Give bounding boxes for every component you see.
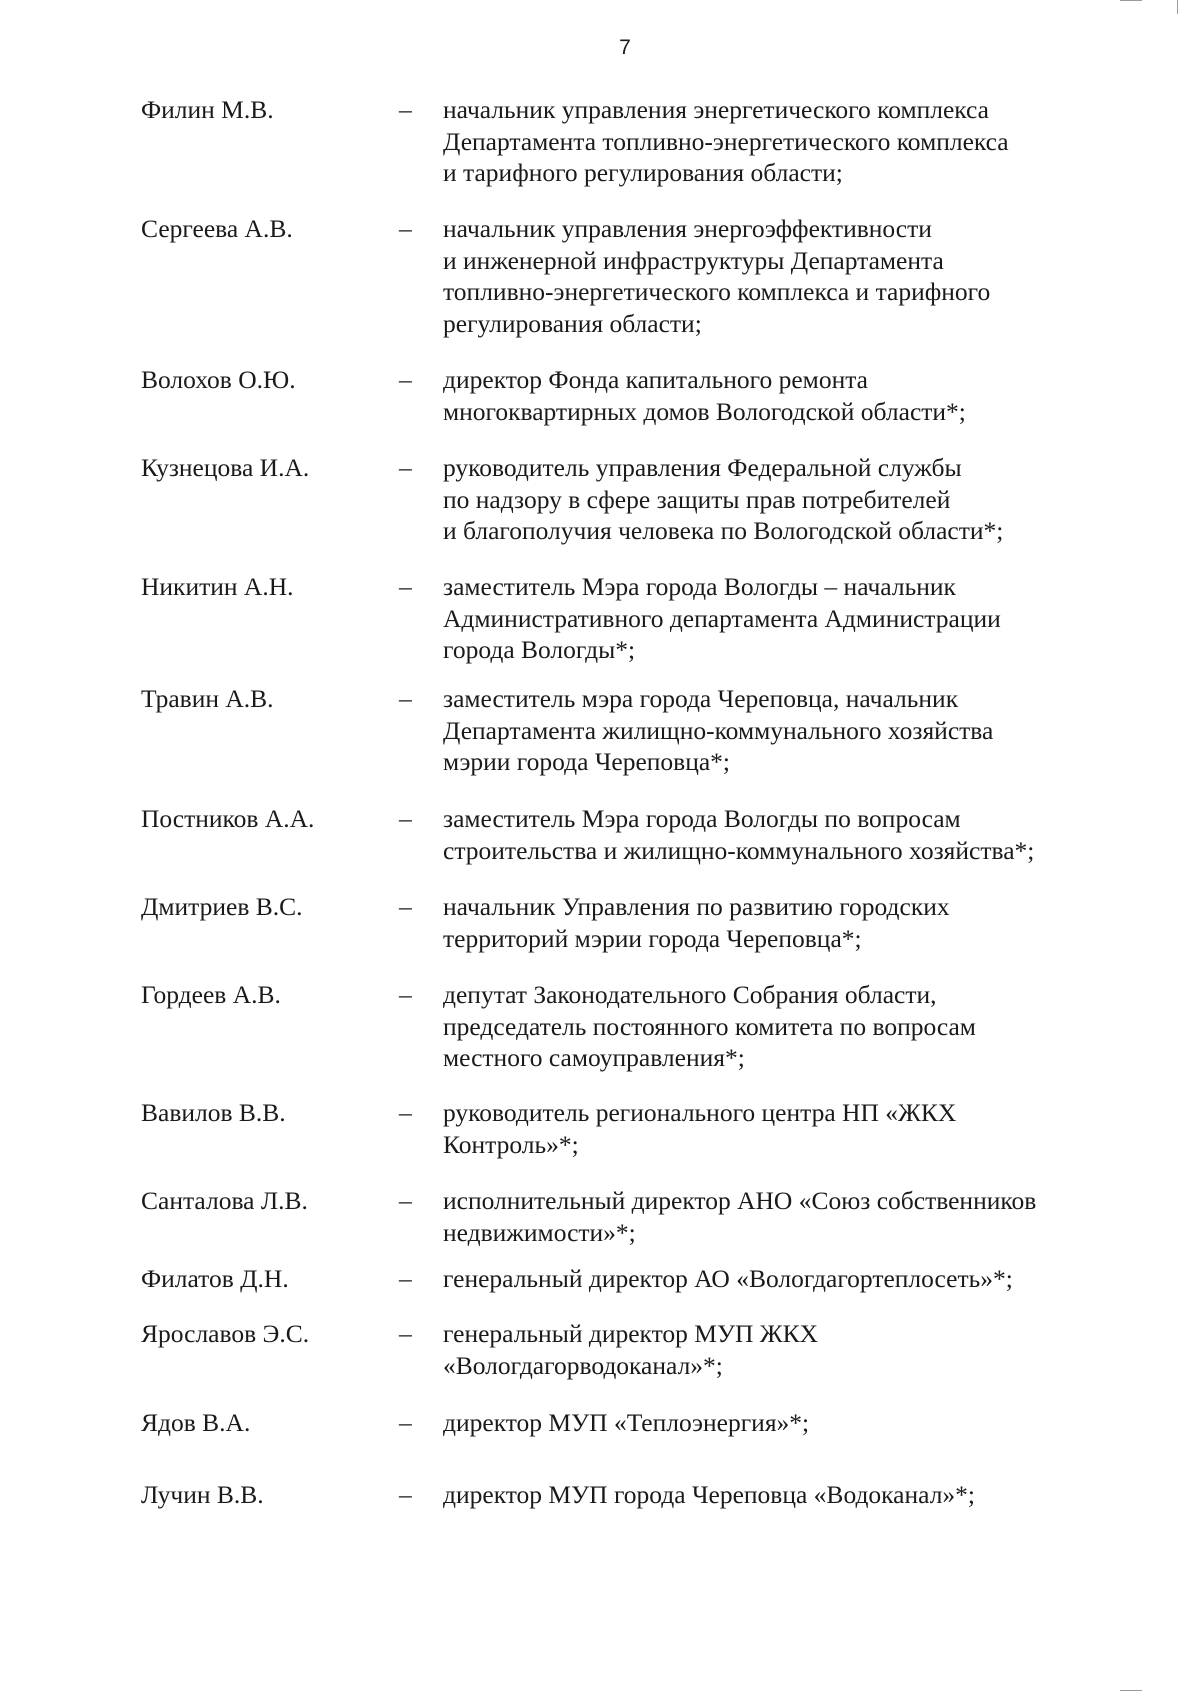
member-name: Никитин А.Н. — [141, 572, 294, 601]
member-position-line: многоквартирных домов Вологодской области*; — [443, 396, 966, 426]
member-position-line: мэрии города Череповца*; — [443, 747, 731, 776]
member-name: Ядов В.А. — [141, 1408, 251, 1437]
member-position — [443, 364, 1123, 427]
member-position-line: «Вологдагорводоканал»*; — [443, 1350, 723, 1380]
member-dash: – — [399, 1480, 412, 1509]
member-name: Филин М.В. — [141, 95, 274, 124]
member-position-line: руководитель регионального центра НП «ЖКХ — [443, 1098, 957, 1127]
member-position-line: регулирования области; — [443, 308, 702, 338]
scan-mark — [1120, 1690, 1142, 1691]
member-dash: – — [399, 980, 412, 1009]
member-dash: – — [399, 365, 412, 394]
member-position-line: и благополучия человека по Вологодской области*; — [443, 516, 1004, 545]
member-dash: – — [399, 453, 412, 482]
member-name: Лучин В.В. — [141, 1480, 264, 1509]
member-position-line: заместитель Мэра города Вологды – начальник — [443, 572, 956, 601]
member-position-line: территорий мэрии города Череповца*; — [443, 923, 862, 953]
member-position — [443, 1263, 1123, 1295]
member-position-line: заместитель мэра города Череповца, начальник — [443, 684, 959, 713]
member-dash: – — [399, 1408, 412, 1437]
member-position-line: начальник управления энергоэффективности — [443, 214, 932, 243]
member-dash: – — [399, 95, 412, 124]
member-dash: – — [399, 804, 412, 833]
member-name: Сергеева А.В. — [141, 214, 293, 243]
member-position-line: Административного департамента Администрации — [443, 603, 1001, 633]
member-position-line: топливно-энергетического комплекса и тарифного — [443, 277, 991, 306]
member-name: Филатов Д.Н. — [141, 1264, 289, 1293]
member-position — [443, 452, 1123, 547]
member-name: Постников А.А. — [141, 804, 315, 833]
member-position — [443, 1407, 1123, 1439]
member-position-line: по надзору в сфере защиты прав потребителей — [443, 484, 951, 514]
member-position — [443, 1479, 1123, 1511]
member-name: Кузнецова И.А. — [141, 453, 310, 482]
member-position — [443, 213, 1123, 339]
member-position — [443, 803, 1123, 866]
member-position-line: депутат Законодательного Собрания области, — [443, 980, 937, 1009]
member-position-line: начальник управления энергетического комплекса — [443, 95, 989, 124]
member-position — [443, 891, 1123, 954]
member-dash: – — [399, 572, 412, 601]
member-dash: – — [399, 1319, 412, 1348]
member-position-line: директор МУП города Череповца «Водоканал»*; — [443, 1480, 976, 1509]
member-position-line: местного самоуправления*; — [443, 1043, 745, 1072]
member-name: Ярославов Э.С. — [141, 1319, 310, 1348]
member-name: Гордеев А.В. — [141, 980, 281, 1009]
member-position-line: председатель постоянного комитета по вопросам — [443, 1011, 976, 1041]
member-position-line: генеральный директор АО «Вологдагортеплосеть»*; — [443, 1264, 1013, 1293]
member-position-line: и тарифного регулирования области; — [443, 158, 843, 187]
member-position-line: начальник Управления по развитию городских — [443, 892, 950, 921]
member-position-line: недвижимости»*; — [443, 1217, 636, 1247]
member-position-line: Департамента жилищно-коммунального хозяйства — [443, 715, 994, 745]
member-position-line: Департамента топливно-энергетического комплекса — [443, 126, 1009, 156]
member-name: Вавилов В.В. — [141, 1098, 286, 1127]
member-position-line: заместитель Мэра города Вологды по вопросам — [443, 804, 961, 833]
member-name: Дмитриев В.С. — [141, 892, 303, 921]
member-position — [443, 94, 1123, 189]
member-position — [443, 683, 1123, 778]
member-position — [443, 1318, 1123, 1381]
member-position — [443, 571, 1123, 666]
member-position-line: и инженерной инфраструктуры Департамента — [443, 245, 944, 275]
member-dash: – — [399, 1264, 412, 1293]
member-position-line: генеральный директор МУП ЖКХ — [443, 1319, 819, 1348]
page-number: 7 — [619, 36, 631, 59]
member-position-line: директор Фонда капитального ремонта — [443, 365, 868, 394]
member-position-line: директор МУП «Теплоэнергия»*; — [443, 1408, 810, 1437]
member-dash: – — [399, 1186, 412, 1215]
member-name: Травин А.В. — [141, 684, 274, 713]
member-position-line: города Вологды*; — [443, 635, 636, 664]
member-dash: – — [399, 214, 412, 243]
member-dash: – — [399, 892, 412, 921]
member-position-line: исполнительный директор АНО «Союз собственников — [443, 1186, 1037, 1215]
member-position-line: строительства и жилищно-коммунального хозяйства*; — [443, 835, 1035, 865]
member-name: Волохов О.Ю. — [141, 365, 296, 394]
member-dash: – — [399, 684, 412, 713]
member-position-line: Контроль»*; — [443, 1129, 579, 1159]
member-position-line: руководитель управления Федеральной службы — [443, 453, 962, 482]
member-position — [443, 1185, 1123, 1248]
member-position — [443, 979, 1123, 1074]
member-position — [443, 1097, 1123, 1160]
scan-mark — [1177, 0, 1178, 14]
member-dash: – — [399, 1098, 412, 1127]
scan-mark — [1120, 0, 1142, 1]
member-name: Санталова Л.В. — [141, 1186, 308, 1215]
